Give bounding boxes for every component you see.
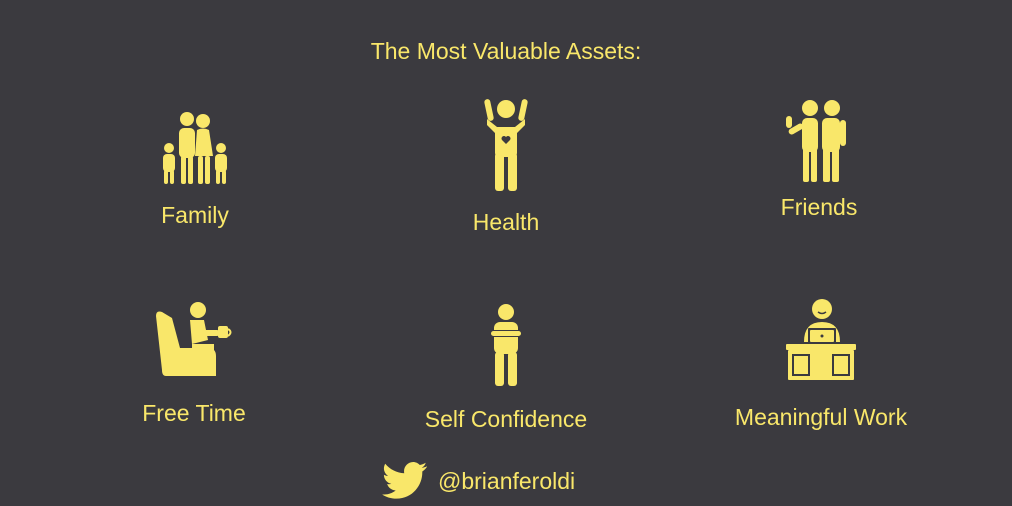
asset-self-confidence-label: Self Confidence	[424, 406, 588, 432]
asset-family-label: Family	[161, 202, 229, 228]
asset-friends-label: Friends	[780, 194, 858, 220]
self-confidence-icon	[486, 302, 526, 388]
asset-free-time-label: Free Time	[142, 400, 246, 426]
asset-meaningful-work-label: Meaningful Work	[734, 404, 908, 430]
health-icon	[481, 97, 531, 195]
twitter-handle-footer[interactable]	[382, 462, 575, 500]
asset-free-time	[134, 300, 254, 427]
asset-self-confidence	[421, 302, 591, 433]
free-time-icon	[152, 300, 236, 378]
asset-friends	[769, 98, 869, 221]
twitter-bird-icon	[382, 462, 428, 500]
family-icon	[155, 110, 235, 190]
asset-meaningful-work	[726, 298, 916, 431]
asset-health-label: Health	[472, 209, 540, 235]
asset-health	[456, 97, 556, 236]
asset-family	[145, 110, 245, 229]
meaningful-work-icon	[784, 298, 858, 386]
friends-icon	[784, 98, 854, 184]
twitter-handle[interactable]: @brianferoldi	[438, 467, 576, 494]
page-title: The Most Valuable Assets:	[370, 38, 642, 64]
